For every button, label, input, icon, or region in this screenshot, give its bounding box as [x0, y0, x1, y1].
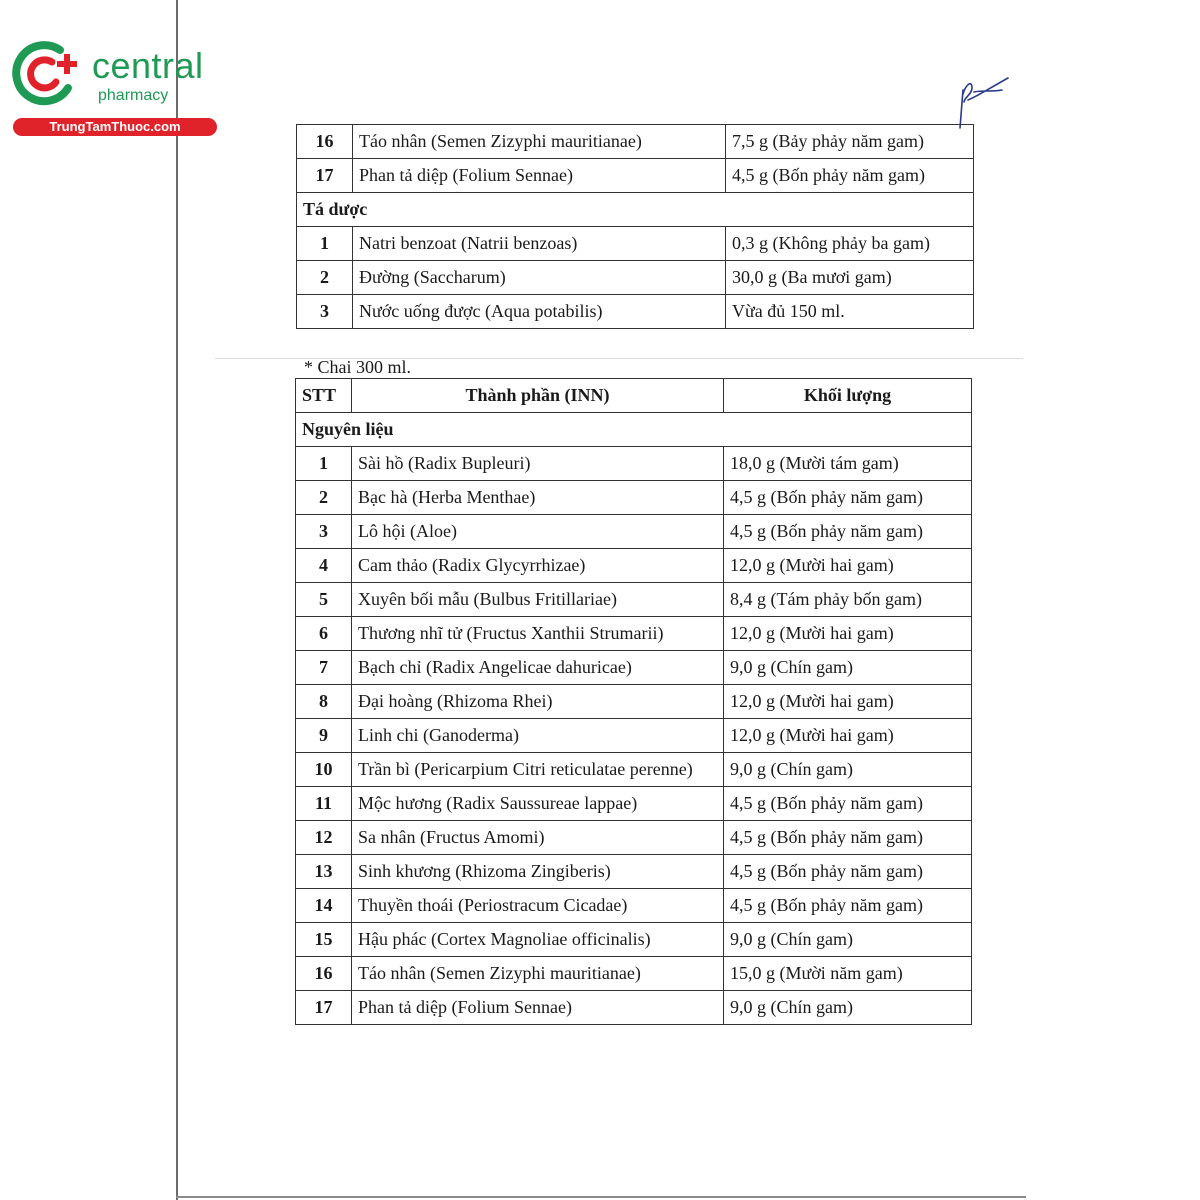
ingredient-amount: 4,5 g (Bốn phảy năm gam): [726, 159, 974, 193]
table-row: [296, 515, 972, 549]
ingredient-amount: 4,5 g (Bốn phảy năm gam): [724, 855, 972, 889]
ingredient-amount: 12,0 g (Mười hai gam): [724, 549, 972, 583]
table-header-row: [296, 379, 972, 413]
ingredient-name: Bạc hà (Herba Menthae): [352, 481, 724, 515]
table-row: [296, 821, 972, 855]
table-row: [296, 583, 972, 617]
ingredient-amount: 0,3 g (Không phảy ba gam): [726, 227, 974, 261]
table-row: [297, 261, 974, 295]
row-number: 7: [296, 651, 352, 685]
ingredients-table-300ml: [295, 378, 972, 1025]
header-amount: Khối lượng: [724, 379, 972, 413]
ingredient-amount: 12,0 g (Mười hai gam): [724, 617, 972, 651]
row-number: 17: [297, 159, 353, 193]
ingredient-name: Phan tả diệp (Folium Sennae): [353, 159, 726, 193]
ingredient-amount: 12,0 g (Mười hai gam): [724, 719, 972, 753]
scan-margin: [1024, 0, 1200, 1200]
page-edge-bottom: [176, 1196, 1026, 1198]
table-row: [296, 787, 972, 821]
ingredient-name: Cam thảo (Radix Glycyrrhizae): [352, 549, 724, 583]
table-row: [296, 685, 972, 719]
section-label: Tá dược: [297, 193, 974, 227]
ingredient-amount: 4,5 g (Bốn phảy năm gam): [724, 481, 972, 515]
row-number: 16: [297, 125, 353, 159]
bottle-size-note: * Chai 300 ml.: [304, 357, 411, 377]
ingredient-name: Xuyên bối mẫu (Bulbus Fritillariae): [352, 583, 724, 617]
table-row: [296, 991, 972, 1025]
row-number: 6: [296, 617, 352, 651]
ingredient-amount: 7,5 g (Bảy phảy năm gam): [726, 125, 974, 159]
ingredient-name: Hậu phác (Cortex Magnoliae officinalis): [352, 923, 724, 957]
ingredient-amount: 4,5 g (Bốn phảy năm gam): [724, 889, 972, 923]
table-row: [296, 617, 972, 651]
central-pharmacy-logo: [8, 36, 220, 136]
ingredient-amount: 9,0 g (Chín gam): [724, 991, 972, 1025]
table-row: [296, 549, 972, 583]
row-number: 8: [296, 685, 352, 719]
ingredient-name: Táo nhân (Semen Zizyphi mauritianae): [353, 125, 726, 159]
ingredient-name: Bạch chỉ (Radix Angelicae dahuricae): [352, 651, 724, 685]
logo-website: TrungTamThuoc.com: [13, 118, 217, 136]
ingredient-name: Trần bì (Pericarpium Citri reticulatae perenne): [352, 753, 724, 787]
row-number: 5: [296, 583, 352, 617]
header-stt: STT: [296, 379, 352, 413]
ingredients-table-150ml: [296, 124, 974, 329]
ingredient-name: Sinh khương (Rhizoma Zingiberis): [352, 855, 724, 889]
table-row: [296, 923, 972, 957]
ingredient-amount: 18,0 g (Mười tám gam): [724, 447, 972, 481]
ingredient-name: Nước uống được (Aqua potabilis): [353, 295, 726, 329]
section-row-raw-materials: [296, 413, 972, 447]
row-number: 2: [297, 261, 353, 295]
ingredient-name: Mộc hương (Radix Saussureae lappae): [352, 787, 724, 821]
row-number: 4: [296, 549, 352, 583]
ingredient-name: Natri benzoat (Natrii benzoas): [353, 227, 726, 261]
row-number: 12: [296, 821, 352, 855]
row-number: 1: [297, 227, 353, 261]
table-row: [296, 447, 972, 481]
row-number: 15: [296, 923, 352, 957]
table-row: [296, 957, 972, 991]
table-row: [296, 651, 972, 685]
ingredient-amount: 9,0 g (Chín gam): [724, 651, 972, 685]
ingredient-amount: 15,0 g (Mười năm gam): [724, 957, 972, 991]
table-row: [296, 855, 972, 889]
row-number: 2: [296, 481, 352, 515]
table-row: [296, 719, 972, 753]
row-number: 9: [296, 719, 352, 753]
ingredient-name: Táo nhân (Semen Zizyphi mauritianae): [352, 957, 724, 991]
row-number: 16: [296, 957, 352, 991]
row-number: 1: [296, 447, 352, 481]
ingredient-amount: 4,5 g (Bốn phảy năm gam): [724, 515, 972, 549]
table-row: [296, 753, 972, 787]
ingredient-amount: 30,0 g (Ba mươi gam): [726, 261, 974, 295]
section-label: Nguyên liệu: [296, 413, 972, 447]
row-number: 17: [296, 991, 352, 1025]
header-ingredient: Thành phần (INN): [352, 379, 724, 413]
ingredient-amount: 8,4 g (Tám phảy bốn gam): [724, 583, 972, 617]
ingredient-amount: Vừa đủ 150 ml.: [726, 295, 974, 329]
logo-brand: central: [92, 45, 204, 86]
ingredient-name: Đại hoàng (Rhizoma Rhei): [352, 685, 724, 719]
ingredient-amount: 12,0 g (Mười hai gam): [724, 685, 972, 719]
ingredient-amount: 9,0 g (Chín gam): [724, 923, 972, 957]
ingredient-name: Linh chi (Ganoderma): [352, 719, 724, 753]
table-row: [296, 481, 972, 515]
table-row: [296, 889, 972, 923]
ingredient-name: Sài hồ (Radix Bupleuri): [352, 447, 724, 481]
ingredient-amount: 9,0 g (Chín gam): [724, 753, 972, 787]
ingredient-name: Sa nhân (Fructus Amomi): [352, 821, 724, 855]
ingredient-amount: 4,5 g (Bốn phảy năm gam): [724, 787, 972, 821]
row-number: 3: [296, 515, 352, 549]
logo-subtitle: pharmacy: [98, 87, 169, 104]
table-row: [297, 125, 974, 159]
table-row: [297, 295, 974, 329]
ingredient-name: Lô hội (Aloe): [352, 515, 724, 549]
row-number: 3: [297, 295, 353, 329]
ingredient-name: Thương nhĩ tử (Fructus Xanthii Strumarii): [352, 617, 724, 651]
row-number: 14: [296, 889, 352, 923]
pharmacy-cross-icon: [8, 36, 88, 112]
ingredient-name: Đường (Saccharum): [353, 261, 726, 295]
ingredient-amount: 4,5 g (Bốn phảy năm gam): [724, 821, 972, 855]
table-row: [297, 159, 974, 193]
row-number: 11: [296, 787, 352, 821]
table-row: [297, 227, 974, 261]
ingredient-name: Thuyền thoái (Periostracum Cicadae): [352, 889, 724, 923]
section-row-excipients: [297, 193, 974, 227]
page-edge: [176, 0, 178, 1200]
ingredient-name: Phan tả diệp (Folium Sennae): [352, 991, 724, 1025]
row-number: 10: [296, 753, 352, 787]
row-number: 13: [296, 855, 352, 889]
